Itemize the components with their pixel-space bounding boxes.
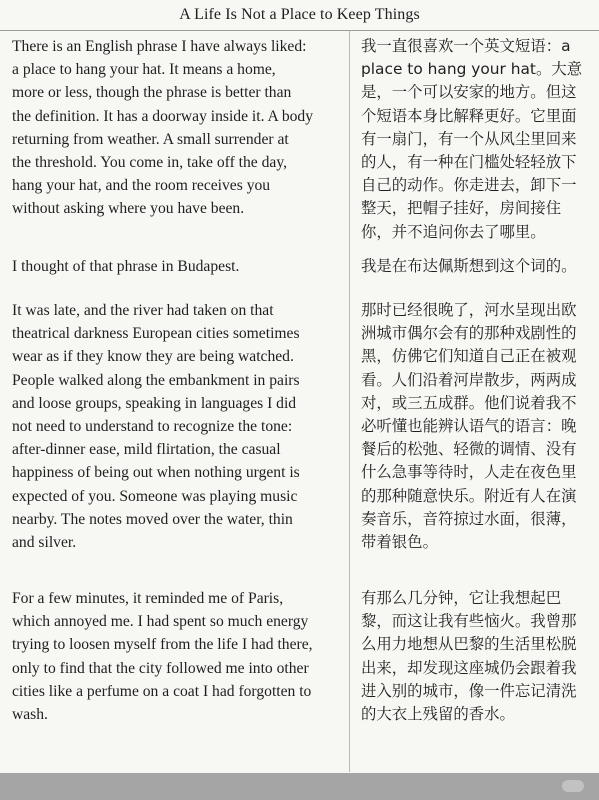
chinese-line: place to hang your hat。大意 (361, 60, 583, 79)
page-title: A Life Is Not a Place to Keep Things (179, 6, 420, 23)
chinese-line: 的那种随意快乐。附近有人在演 (361, 486, 577, 505)
chinese-line: 黎，而这让我有些恼火。我曾那 (361, 612, 577, 631)
chinese-line: 餐后的松弛、轻微的调情、没有 (361, 440, 577, 459)
chinese-paragraph-3 (361, 299, 596, 554)
chinese-line: 自己的动作。你走进去，卸下一 (361, 176, 577, 195)
chinese-line: 什么急事等待时，人走在夜色里 (361, 463, 577, 482)
chinese-line: 有那么几分钟，它让我想起巴 (361, 589, 562, 607)
english-line: the definition. It has a doorway inside it. A body (12, 107, 314, 125)
chinese-line: 你，并不追问你去了哪里。 (361, 222, 546, 241)
chinese-line: 洲城市偶尔会有的那种戏剧性的 (361, 324, 577, 343)
chinese-line: 那时已经很晚了，河水呈现出欧 (361, 301, 577, 319)
english-line: not need to understand to recognize the tone: (12, 418, 293, 436)
english-line: There is an English phrase I have always liked: (12, 38, 307, 55)
english-line: only to find that the city followed me into other (12, 659, 309, 677)
chinese-paragraph-1 (361, 35, 596, 244)
english-line: trying to loosen myself from the life I had there, (12, 636, 313, 654)
chinese-line: 必听懂也能辨认语气的语言：晚 (361, 417, 577, 436)
english-paragraph-2 (12, 255, 349, 278)
chinese-line: 看。人们沿着河岸散步，两两成 (361, 370, 577, 389)
english-line: and silver. (12, 534, 77, 552)
chinese-line: 出来，却发现这座城仍会跟着我 (361, 658, 577, 677)
english-line: a place to hang your hat. It means a home, (12, 61, 276, 79)
english-line: more or less, though the phrase is better than (12, 84, 292, 102)
chinese-line: 对，或三五成群。他们说着我不 (361, 393, 577, 412)
chinese-line: 整天，把帽子挂好，房间接住 (361, 199, 562, 218)
chinese-line: 个短语本身比解释更好。它里面 (361, 106, 577, 125)
english-line: wash. (12, 706, 48, 724)
english-line: hang your hat, and the room receives you (12, 177, 271, 195)
english-line: People walked along the embankment in pairs (12, 371, 300, 389)
english-line: expected of you. Someone was playing music (12, 487, 298, 505)
chinese-line: 是，一个可以安家的地方。但这 (361, 83, 577, 102)
chinese-line: 么用力地想从巴黎的生活里松脱 (361, 635, 577, 654)
chinese-line: 有一扇门，有一个从风尘里回来 (361, 129, 577, 148)
english-line: theatrical darkness European cities sometimes (12, 325, 300, 343)
chinese-line: 的人，有一种在门槛处轻轻放下 (361, 153, 577, 172)
english-line: I thought of that phrase in Budapest. (12, 258, 240, 275)
english-line: It was late, and the river had taken on that (12, 302, 274, 319)
english-line: the threshold. You come in, take off the day, (12, 154, 288, 172)
chinese-line: 带着银色。 (361, 533, 438, 552)
english-line: without asking where you have been. (12, 200, 245, 218)
english-line: and loose groups, speaking in languages I did (12, 394, 297, 412)
chinese-line: 黑，仿佛它们知道自己正在被观 (361, 347, 577, 366)
chinese-line: 的大衣上残留的香水。 (361, 705, 515, 724)
chinese-paragraph-2 (361, 255, 596, 278)
english-line: which annoyed me. I had spent so much energy (12, 613, 309, 631)
english-paragraph-1 (12, 35, 349, 221)
column-divider (349, 31, 350, 772)
page-header (0, 0, 599, 31)
chinese-line: 我一直很喜欢一个英文短语：a (361, 37, 571, 55)
english-line: happiness of being out when nothing urgent is (12, 464, 300, 482)
chinese-paragraph-4 (361, 587, 596, 726)
english-paragraph-4 (12, 587, 349, 726)
chinese-line: 奏音乐，音符掠过水面，很薄， (361, 509, 577, 528)
english-line: nearby. The notes moved over the water, thin (12, 510, 293, 528)
english-line: wear as if they know they are being watched. (12, 348, 294, 366)
english-line: cities like a perfume on a coat I had forgotten to (12, 682, 312, 700)
english-paragraph-3 (12, 299, 349, 554)
chinese-line: 我是在布达佩斯想到这个词的。 (361, 257, 577, 275)
bottom-bar (0, 773, 599, 800)
english-line: after-dinner ease, mild flirtation, the casual (12, 441, 281, 459)
english-line: returning from weather. A small surrender at (12, 130, 289, 148)
watermark-badge (562, 780, 584, 792)
english-line: For a few minutes, it reminded me of Paris, (12, 590, 284, 607)
chinese-line: 进入别的城市，像一件忘记清洗 (361, 681, 577, 700)
